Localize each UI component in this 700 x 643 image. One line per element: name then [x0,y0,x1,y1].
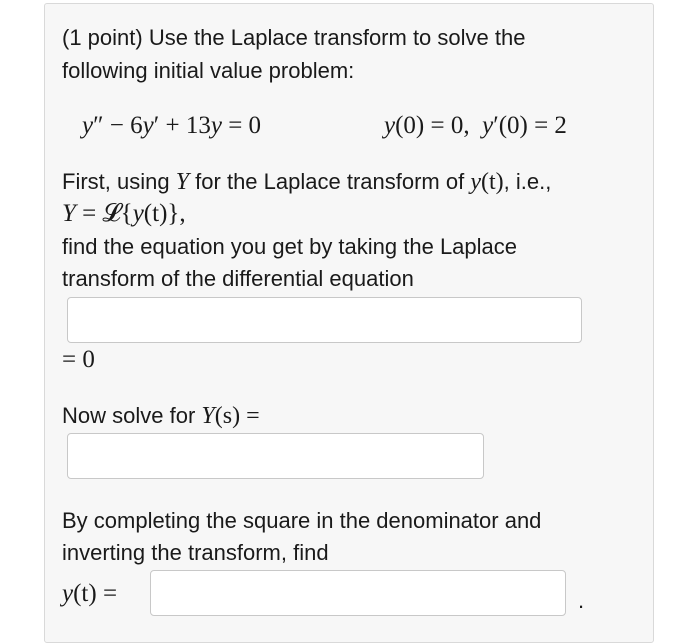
yt-rest: (t) = [73,580,118,607]
ic-y-prime: y [482,112,494,139]
find-line-1: find the equation you get by taking the Laplace [62,234,518,259]
ic-y0-rest: (0) = 0, [395,112,470,139]
complete-line-1: By completing the square in the denominator and [62,508,542,533]
def-Y: Y [62,200,76,227]
differential-equation [82,108,261,144]
equals-zero-label: = 0 [62,346,95,373]
ic-yp0-rest: (0) = 2 [498,112,567,139]
y-of-t-input[interactable] [150,570,566,616]
eq-y: y [82,112,94,139]
eq-y-3: y [210,112,222,139]
transform-equation-input[interactable] [67,297,582,343]
def-y: y [132,200,144,227]
first-y: y [470,169,481,195]
ic-y: y [384,112,396,139]
intro-line-2: following initial value problem: [62,58,355,83]
first-line-b: for the Laplace transform of [189,169,471,194]
eq-minus-6: − 6 [103,112,143,139]
first-t: (t) [480,169,504,195]
first-line-c: , i.e., [503,169,552,194]
eq-y-2: y [142,112,154,139]
def-tail: (t)}, [143,200,186,227]
eq-plus-13: + 13 [159,112,211,139]
solve-line [62,400,260,432]
solve-Y: Y [201,403,215,429]
yt-y: y [62,580,74,607]
first-Y: Y [175,169,190,195]
laplace-definition [62,198,186,230]
eq-prime: ′ [153,112,160,139]
eq-double-prime: ″ [93,112,104,139]
solve-s: (s) [214,403,241,429]
solve-equals: = [240,403,260,429]
complete-line-2: inverting the transform, find [62,540,329,565]
ic-prime-mark: ′ [493,112,499,139]
intro-line-1: (1 point) Use the Laplace transform to solve the [62,25,526,50]
y-of-t-label [62,577,117,611]
def-rest: = 𝓛{ [75,200,133,227]
initial-conditions [384,108,567,144]
first-line-a: First, using [62,169,176,194]
solve-text: Now solve for [62,403,202,428]
Y-of-s-input[interactable] [67,433,484,479]
find-line-2: transform of the differential equation [62,266,414,291]
first-line [62,166,551,198]
eq-equals-0: = 0 [221,112,262,139]
trailing-period: . [578,588,585,613]
